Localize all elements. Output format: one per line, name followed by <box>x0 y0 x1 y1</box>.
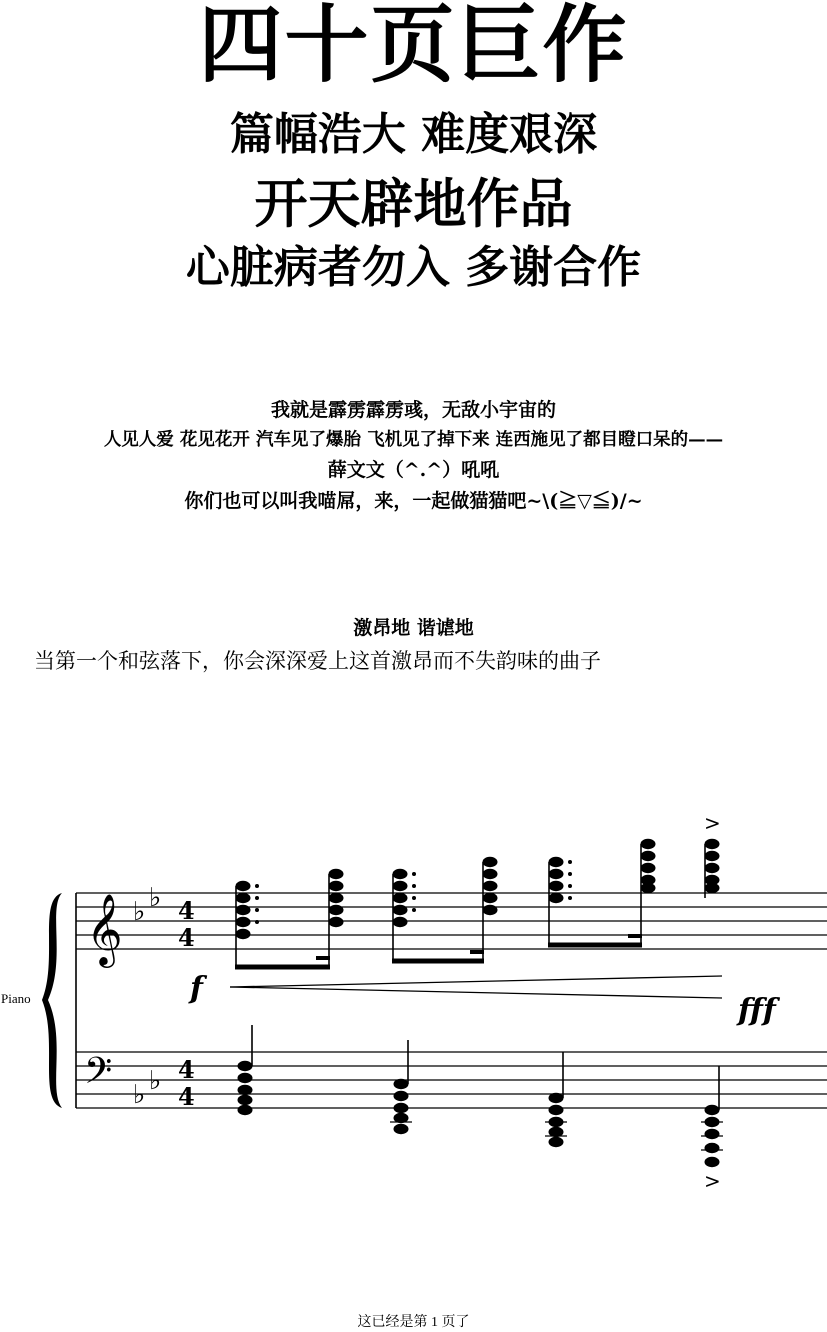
treble-chord-7 <box>705 839 720 898</box>
subtitle-groundbreaking: 开天辟地作品 <box>254 174 573 235</box>
treble-chord-1 <box>236 881 260 968</box>
treble-time-upper: 4 <box>178 896 195 925</box>
page-footer: 这已经是第 1 页了 <box>357 1315 470 1330</box>
crescendo-hairpin <box>230 976 722 998</box>
treble-chord-2 <box>329 869 344 968</box>
intro-line-3: 薛文文（^.^）吼吼 <box>327 459 500 481</box>
bass-clef: 𝄢 <box>84 1050 113 1101</box>
music-score <box>0 780 827 1220</box>
intro-line-1: 我就是霹雳霹雳彧，无敌小宇宙的 <box>270 399 556 421</box>
bass-time-upper: 4 <box>178 1055 195 1084</box>
bass-accent-mark: > <box>704 1169 721 1193</box>
treble-beams <box>235 936 642 967</box>
tempo-description: 当第一个和弦落下，你会深深爱上这首激昂而不失韵味的曲子 <box>34 649 601 673</box>
bass-chord-1 <box>238 1025 253 1115</box>
bass-flat-b: ♭ <box>133 1080 146 1110</box>
treble-clef: 𝄞 <box>86 892 123 965</box>
bass-chord-4 <box>701 1066 723 1167</box>
intro-line-4: 你们也可以叫我喵屌，来，一起做猫猫吧~\(≧▽≦)/~ <box>184 490 643 512</box>
grand-staff-brace <box>42 893 62 1108</box>
bass-flat-e: ♭ <box>149 1066 162 1096</box>
treble-flat-b: ♭ <box>133 897 146 927</box>
instrument-name: Piano <box>1 991 31 1006</box>
dynamic-fortississimo: fff <box>738 993 776 1028</box>
bass-time-lower: 4 <box>178 1082 195 1111</box>
subtitle-warning: 心脏病者勿入 多谢合作 <box>185 242 642 293</box>
tempo-marking: 激昂地 谐谑地 <box>353 617 474 639</box>
subtitle-difficulty: 篇幅浩大 难度艰深 <box>229 109 598 160</box>
treble-chord-4 <box>483 857 498 962</box>
treble-accent-mark: > <box>704 811 721 835</box>
treble-time-lower: 4 <box>178 923 195 952</box>
page-title: 四十页巨作 <box>198 0 629 94</box>
treble-flat-e: ♭ <box>149 883 162 913</box>
treble-chord-3 <box>393 869 417 962</box>
bass-chord-2 <box>390 1040 412 1134</box>
intro-line-2: 人见人爱 花见花开 汽车见了爆胎 飞机见了掉下来 连西施见了都目瞪口呆的—— <box>103 430 724 450</box>
dynamic-forte: f <box>190 971 203 1006</box>
treble-chord-5 <box>549 857 573 946</box>
